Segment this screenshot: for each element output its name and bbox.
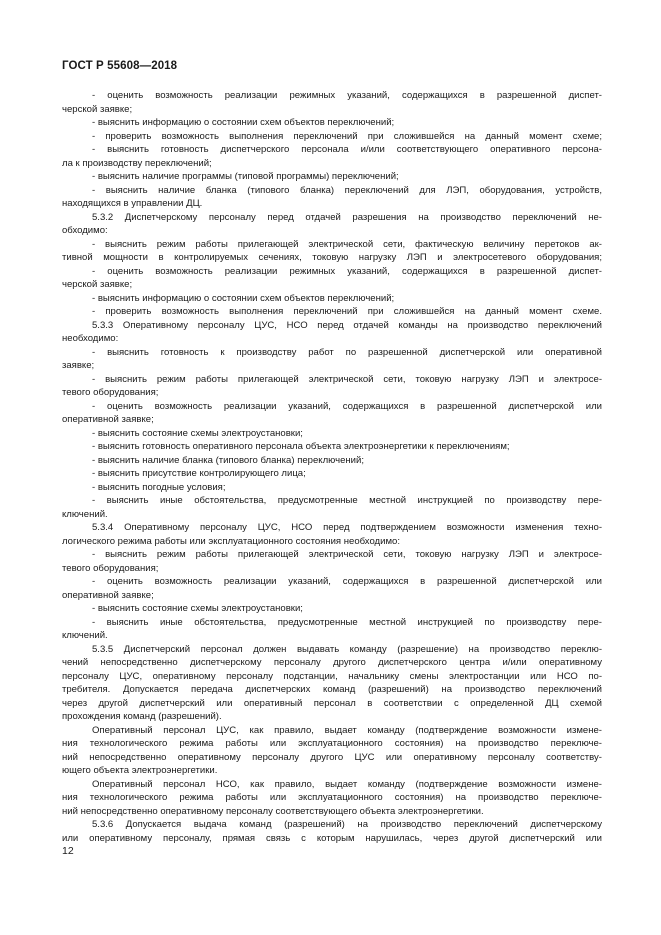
text-line: находящихся в управлении ДЦ.	[62, 198, 203, 209]
text-line: 5.3.2 Диспетчерскому персоналу перед отдачей разрешения на производство переключений не-	[92, 211, 602, 223]
document-header: ГОСТ Р 55608—2018	[62, 60, 178, 72]
text-line: - выяснить режим работы прилегающей электрической сети, токовую нагрузку ЛЭП и электросе-	[92, 373, 602, 385]
text-line: - выяснить готовность диспетчерского персонала и/или соответствующего оперативного персона-	[92, 144, 602, 155]
text-line: ния технологического режима работы или эксплуатационного состояния) на производство переключе-	[62, 738, 602, 749]
text-line: - выяснить наличие программы (типовой программы) переключений;	[92, 171, 399, 182]
text-line: ний непосредственно оперативному персоналу соответствующего объекта электроэнергетики.	[62, 805, 484, 817]
text-line: - оценить возможность реализации указаний, содержащихся в разрешенной диспетчерской или	[92, 400, 602, 412]
text-line: - выяснить присутствие контролирующего лица;	[92, 468, 306, 479]
text-line: - выяснить наличие бланка (типового бланка) переключений для ЛЭП, оборудования, устройств,	[92, 184, 602, 196]
text-line: ключений.	[62, 508, 108, 520]
text-line: - выяснить наличие бланка (типового бланка) переключений;	[92, 454, 364, 466]
text-line: логического режима работы или эксплуатационного состояния необходимо:	[62, 535, 400, 547]
text-line: тевого оборудования;	[62, 562, 159, 574]
text-line: - выяснить состояние схемы электроустановки;	[92, 427, 303, 439]
text-line: - выяснить режим работы прилегающей электрической сети, фактическую величину перетоков ак-	[92, 238, 602, 250]
text-line: ний непосредственно оперативному персоналу другого ЦУС или оперативному персоналу соответству-	[62, 751, 602, 763]
text-line: оперативной заявке;	[62, 589, 154, 601]
text-line: - оценить возможность реализации режимных указаний, содержащихся в разрешенной диспет-	[92, 90, 602, 101]
text-line: - выяснить готовность оперативного персонала объекта электроэнергетики к переключениям;	[92, 441, 510, 452]
text-line: - проверить возможность выполнения переключений при сложившейся на данный момент схеме.	[92, 306, 602, 317]
text-line: 5.3.4 Оперативному персоналу ЦУС, НСО перед подтверждением возможности изменения техно-	[92, 522, 602, 533]
text-line: - выяснить состояние схемы электроустановки;	[92, 603, 303, 614]
text-line: - выяснить информацию о состоянии схем объектов переключений;	[92, 117, 395, 128]
page-number: 12	[62, 845, 74, 857]
text-line: чений непосредственно диспетчерскому персоналу другого диспетчерского центра и/или оперативному	[62, 657, 602, 668]
text-line: 5.3.6 Допускается выдача команд (разрешений) на производство переключений диспетчерскому	[92, 819, 602, 830]
text-line: персоналу ЦУС, оперативному персоналу подстанции, начальнику смены электростанции или НСО по-	[62, 670, 602, 682]
text-line: необходимо:	[62, 333, 119, 344]
text-line: - выяснить погодные условия;	[92, 481, 226, 493]
text-line: - выяснить информацию о состоянии схем объектов переключений;	[92, 292, 395, 304]
text-line: тивной мощности в контролируемых сечениях, токовую нагрузку ЛЭП и электросетевого оборудования;	[62, 252, 602, 263]
text-line: - проверить возможность выполнения переключений при сложившейся на данный момент схеме;	[92, 130, 602, 142]
text-line: прохождения команд (разрешений).	[62, 711, 222, 722]
text-line: ла к производству переключений;	[62, 157, 212, 169]
text-line: оперативной заявке;	[62, 414, 154, 425]
text-line: 5.3.5 Диспетчерский персонал должен выдавать команду (разрешение) на производство переклю-	[92, 643, 602, 655]
document-body	[62, 89, 602, 845]
text-line: Оперативный персонал ЦУС, как правило, выдает команду (подтверждение возможности измене-	[92, 724, 602, 736]
text-line: обходимо:	[62, 225, 108, 236]
text-line: - выяснить иные обстоятельства, предусмотренные местной инструкцией по производству пере-	[92, 616, 602, 628]
text-line: тевого оборудования;	[62, 387, 159, 398]
text-line: - оценить возможность реализации режимных указаний, содержащихся в разрешенной диспет-	[92, 265, 602, 277]
text-line: ключений.	[62, 630, 108, 641]
text-line: Оперативный персонал НСО, как правило, выдает команду (подтверждение возможности измене-	[92, 778, 602, 790]
text-line: - выяснить готовность к производству работ по разрешенной диспетчерской или оперативной	[92, 346, 602, 358]
text-line: черской заявке;	[62, 103, 133, 115]
text-line: - оценить возможность реализации указаний, содержащихся в разрешенной диспетчерской или	[92, 576, 602, 587]
text-line: через другой диспетчерский или оперативный персонал в соответствии с определенной ДЦ схемой	[62, 697, 602, 709]
text-line: требителя. Допускается передача диспетчерских команд (разрешений) на производство переключений	[62, 684, 602, 695]
text-line: - выяснить режим работы прилегающей электрической сети, токовую нагрузку ЛЭП и электросе-	[92, 549, 602, 560]
text-line: или оперативному персоналу, прямая связь с которым нарушилась, через другой диспетчерский или	[62, 832, 602, 844]
text-line: черской заявке;	[62, 279, 133, 290]
text-line: заявке;	[62, 360, 95, 371]
text-line: ния технологического режима работы или эксплуатационного состояния) на производство переключе-	[62, 792, 602, 803]
text-line: - выяснить иные обстоятельства, предусмотренные местной инструкцией по производству пере-	[92, 495, 602, 506]
text-line: 5.3.3 Оперативному персоналу ЦУС, НСО перед отдачей команды на производство переключений	[92, 319, 602, 331]
text-line: ющего объекта электроэнергетики.	[62, 765, 218, 776]
